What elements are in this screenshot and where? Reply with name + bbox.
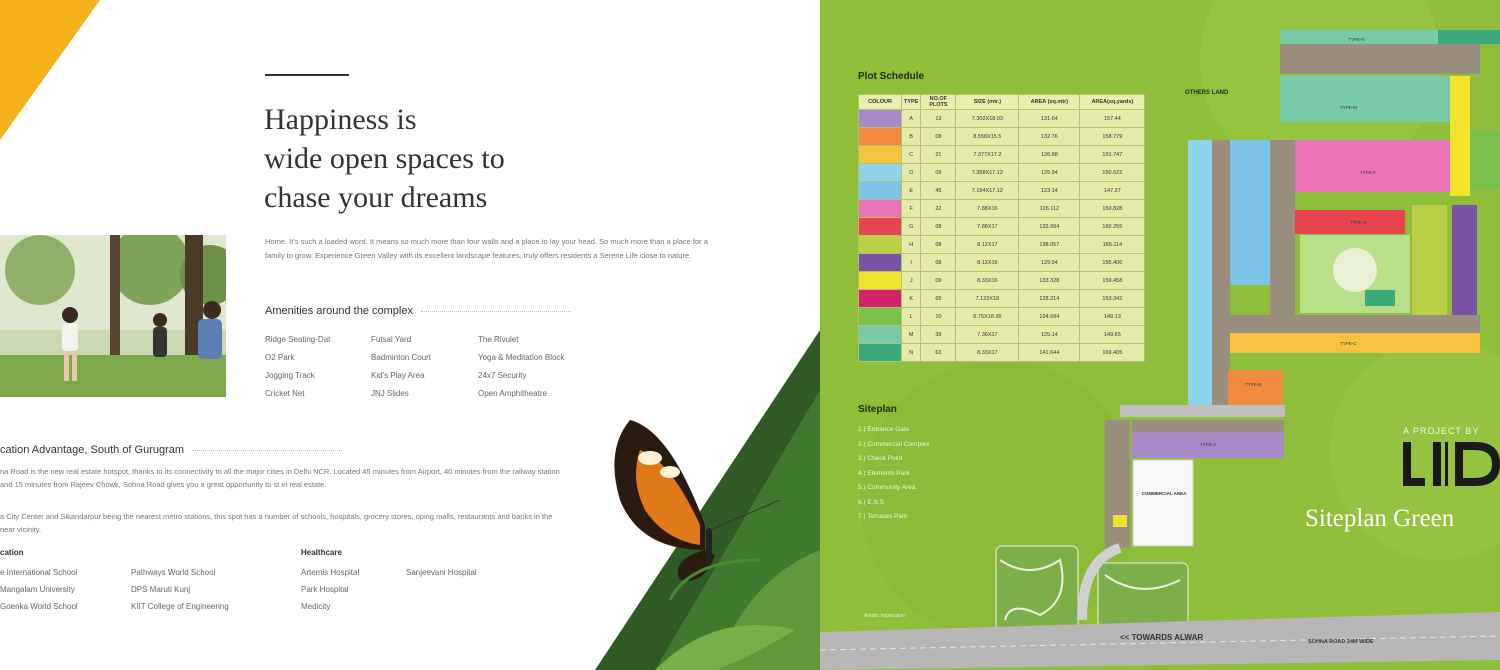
colour-swatch xyxy=(859,272,902,290)
legend-item: 3.) Check Point xyxy=(858,455,903,462)
colour-swatch xyxy=(859,110,902,128)
sohna-road-label: SOHNA ROAD 24M WIDE xyxy=(1308,639,1374,645)
type-cell: J xyxy=(902,272,921,290)
amenities-title: Amenities around the complex xyxy=(265,305,413,317)
area-sqyd-cell: 153.342 xyxy=(1080,290,1145,308)
colour-swatch xyxy=(859,200,902,218)
area-sqyd-cell: 155.406 xyxy=(1080,254,1145,272)
type-cell: F xyxy=(902,200,921,218)
plot-row xyxy=(859,344,1145,362)
type-cell: H xyxy=(902,236,921,254)
size-cell: 8.12X16 xyxy=(956,254,1019,272)
area-sqmtr-cell: 126.88 xyxy=(1019,146,1080,164)
plot-row xyxy=(859,254,1145,272)
area-sqmtr-cell: 141.644 xyxy=(1019,344,1080,362)
header-area-sqmtr: AREA (sq.mtr) xyxy=(1019,95,1080,110)
type-f-label: TYPE-F xyxy=(1360,170,1377,175)
artistic-impression-note: Artistic Impression xyxy=(864,613,905,619)
area-sqyd-cell: 169.405 xyxy=(1080,344,1145,362)
plot-row xyxy=(859,272,1145,290)
amenity-item: Kid's Play Area xyxy=(371,371,425,380)
colour-swatch xyxy=(859,308,902,326)
school-item: Mangalam University xyxy=(0,585,75,594)
type-cell: I xyxy=(902,254,921,272)
dotted-leader xyxy=(421,310,571,312)
plots-cell: 10 xyxy=(921,308,956,326)
amenity-item: Open Amphitheatre xyxy=(478,389,547,398)
area-sqyd-cell: 150.828 xyxy=(1080,200,1145,218)
commercial-area-label: COMMERCIAL AREA xyxy=(1141,491,1187,496)
plots-cell: 08 xyxy=(921,218,956,236)
hospital-item: Park Hospital xyxy=(301,585,349,594)
headline xyxy=(264,100,505,217)
amenities-heading xyxy=(265,305,571,317)
education-column-1 xyxy=(0,568,78,619)
plot-row xyxy=(859,110,1145,128)
headline-line-3: chase your dreams xyxy=(264,181,488,214)
healthcare-column-1 xyxy=(301,568,359,619)
area-sqmtr-cell: 124.694 xyxy=(1019,308,1080,326)
plot-row xyxy=(859,308,1145,326)
school-item: e International School xyxy=(0,568,78,577)
location-heading xyxy=(0,444,342,456)
colour-swatch xyxy=(859,128,902,146)
amenity-item: Cricket Net xyxy=(265,389,305,398)
header-area-sqyd: AREA(sq.yards) xyxy=(1080,95,1145,110)
amenity-item: The Rivulet xyxy=(478,335,519,344)
location-paragraph-1: na Road is the new real estate hotspot, thanks to its connectivity to all the major cities in Delhi NCR. Located 45 minutes from Airport, 40 minutes from the railway station and 15 minutes from Rajeev Chowk, Sohna Road gives you a great opportunity to st in real estate. xyxy=(0,467,560,489)
headline-line-2: wide open spaces to xyxy=(264,142,505,175)
type-cell: C xyxy=(902,146,921,164)
plots-cell: 08 xyxy=(921,236,956,254)
area-sqyd-cell: 147.27 xyxy=(1080,182,1145,200)
area-sqmtr-cell: 126.112 xyxy=(1019,200,1080,218)
type-m-label: TYPE-M xyxy=(1340,105,1358,110)
type-cell: D xyxy=(902,164,921,182)
size-cell: 8.558X15.5 xyxy=(956,128,1019,146)
colour-swatch xyxy=(859,218,902,236)
type-cell: G xyxy=(902,218,921,236)
amenity-item: Badminton Court xyxy=(371,353,432,362)
plots-cell: 22 xyxy=(921,200,956,218)
plots-cell: 21 xyxy=(921,146,956,164)
plots-cell: 08 xyxy=(921,128,956,146)
plots-cell: 09 xyxy=(921,272,956,290)
area-sqmtr-cell: 123.14 xyxy=(1019,182,1080,200)
legend-item: 6.) E.S.S xyxy=(858,498,885,506)
yellow-corner-decoration xyxy=(0,0,100,140)
header-size: SIZE (mtr.) xyxy=(956,95,1019,110)
type-cell: N xyxy=(902,344,921,362)
size-cell: 8.33X17 xyxy=(956,344,1019,362)
developer-logo xyxy=(1403,440,1500,490)
type-cell: M xyxy=(902,326,921,344)
siteplan-legend xyxy=(858,426,930,528)
plots-cell: 08 xyxy=(921,254,956,272)
size-cell: 7.36X17 xyxy=(956,326,1019,344)
butterfly-photo xyxy=(610,410,790,600)
headline-rule xyxy=(265,74,349,76)
type-cell: L xyxy=(902,308,921,326)
hospital-item: Artemis Hospital xyxy=(301,568,360,577)
towards-alwar-label: << TOWARDS ALWAR xyxy=(1120,633,1204,642)
headline-line-1: Happiness is xyxy=(264,103,417,136)
school-item: Goenka World School xyxy=(0,602,78,611)
size-cell: 6.75X18.36 xyxy=(956,308,1019,326)
size-cell: 7.88X17 xyxy=(956,218,1019,236)
plot-row xyxy=(859,182,1145,200)
header-plots: NO.OF PLOTS xyxy=(921,95,956,110)
dotted-leader xyxy=(192,449,342,451)
school-item: KIIT College of Engineering xyxy=(131,602,229,611)
siteplan-project-name: Siteplan Green xyxy=(1305,505,1455,532)
amenity-item: Jogging Track xyxy=(265,371,315,380)
hospital-item: Medicity xyxy=(301,602,331,611)
area-sqyd-cell: 151.747 xyxy=(1080,146,1145,164)
plot-row xyxy=(859,218,1145,236)
area-sqmtr-cell: 129.94 xyxy=(1019,254,1080,272)
size-cell: 8.33X16 xyxy=(956,272,1019,290)
colour-swatch xyxy=(859,236,902,254)
type-n-label: TYPE-N xyxy=(1348,37,1365,42)
healthcare-heading: Healthcare xyxy=(301,548,342,557)
type-a-label: TYPE-A xyxy=(1200,442,1217,447)
area-sqmtr-cell: 133.328 xyxy=(1019,272,1080,290)
area-sqmtr-cell: 125.14 xyxy=(1019,326,1080,344)
area-sqmtr-cell: 133.994 xyxy=(1019,218,1080,236)
school-item: Pathways World School xyxy=(131,568,216,577)
type-cell: B xyxy=(902,128,921,146)
size-cell: 7.377X17.2 xyxy=(956,146,1019,164)
project-by-label: A PROJECT BY xyxy=(1403,426,1480,436)
amenities-column-2 xyxy=(371,335,431,407)
plots-cell: 39 xyxy=(921,326,956,344)
kids-playing-photo xyxy=(0,235,226,397)
plot-row xyxy=(859,164,1145,182)
area-sqmtr-cell: 132.76 xyxy=(1019,128,1080,146)
type-b-label: TYPE-B xyxy=(1245,382,1262,387)
plot-row xyxy=(859,236,1145,254)
colour-swatch xyxy=(859,164,902,182)
legend-item: 4.) Elements Park xyxy=(858,469,910,477)
area-sqmtr-cell: 128.214 xyxy=(1019,290,1080,308)
size-cell: 7.358X17.12 xyxy=(956,164,1019,182)
amenity-item: 24x7 Security xyxy=(478,371,527,380)
area-sqyd-cell: 158.779 xyxy=(1080,128,1145,146)
education-column-2 xyxy=(131,568,229,619)
amenity-item: Yoga & Meditation Block xyxy=(478,353,565,362)
plot-row xyxy=(859,128,1145,146)
plot-row xyxy=(859,200,1145,218)
area-sqyd-cell: 149.65 xyxy=(1080,326,1145,344)
plots-cell: 09 xyxy=(921,164,956,182)
colour-swatch xyxy=(859,254,902,272)
amenity-item: Futsal Yard xyxy=(371,335,412,344)
education-heading: cation xyxy=(0,548,24,557)
legend-item: 7.) Terraces Park xyxy=(858,513,908,520)
area-sqyd-cell: 149.13 xyxy=(1080,308,1145,326)
header-type: TYPE xyxy=(902,95,921,110)
plot-row xyxy=(859,326,1145,344)
area-sqyd-cell: 159.458 xyxy=(1080,272,1145,290)
type-cell: K xyxy=(902,290,921,308)
siteplan-right-page xyxy=(820,0,1500,670)
size-cell: 7.302X18.03 xyxy=(956,110,1019,128)
legend-item: 5.) Community Area xyxy=(858,484,916,491)
plots-cell: 45 xyxy=(921,182,956,200)
size-cell: 7.123X18 xyxy=(956,290,1019,308)
plots-cell: 63 xyxy=(921,344,956,362)
healthcare-column-2 xyxy=(406,568,477,585)
location-paragraph-2: a City Center and Sikandarpur being the nearest metro stations, this spot has a number of schools, hospitals, grocery stores, oping malls, restaurants and banks in the near vicinity. xyxy=(0,512,553,534)
legend-item: 1.) Entrance Gate xyxy=(858,426,910,433)
amenity-item: JNJ Slides xyxy=(371,389,409,398)
area-sqyd-cell: 165.114 xyxy=(1080,236,1145,254)
type-cell: E xyxy=(902,182,921,200)
plots-cell: 65 xyxy=(921,290,956,308)
school-item: DPS Maruti Kunj xyxy=(131,585,191,594)
others-land-label: OTHERS LAND xyxy=(1185,90,1229,96)
table-header-row xyxy=(859,95,1145,110)
amenities-column-1 xyxy=(265,335,330,407)
plot-schedule-title: Plot Schedule xyxy=(858,71,925,82)
type-c-label: TYPE-C xyxy=(1340,341,1357,346)
header-colour: COLOUR xyxy=(859,95,902,110)
location-title: cation Advantage, South of Gurugram xyxy=(0,444,185,456)
colour-swatch xyxy=(859,182,902,200)
colour-swatch xyxy=(859,290,902,308)
plots-cell: 13 xyxy=(921,110,956,128)
plot-schedule-table xyxy=(858,94,1145,362)
area-sqmtr-cell: 125.94 xyxy=(1019,164,1080,182)
size-cell: 7.194X17.12 xyxy=(956,182,1019,200)
siteplan-title: Siteplan xyxy=(858,404,897,415)
area-sqyd-cell: 157.44 xyxy=(1080,110,1145,128)
intro-paragraph: Home. It's such a loaded word. It means so much more than four walls and a place to lay your head. So much more than a place for a family to grow. Experience Green Valley with its excellent landscape features, truly offers residents a Serene Life close to nature. xyxy=(265,237,708,260)
colour-swatch xyxy=(859,326,902,344)
amenity-item: Ridge Seating-Dat xyxy=(265,335,331,344)
area-sqmtr-cell: 138.057 xyxy=(1019,236,1080,254)
plot-schedule-body xyxy=(859,110,1145,362)
size-cell: 8.12X17 xyxy=(956,236,1019,254)
colour-swatch xyxy=(859,344,902,362)
amenity-item: O2 Park xyxy=(265,353,295,362)
amenities-column-3 xyxy=(478,335,564,407)
area-sqmtr-cell: 131.64 xyxy=(1019,110,1080,128)
type-g-label: TYPE-G xyxy=(1350,220,1367,225)
size-cell: 7.88X16 xyxy=(956,200,1019,218)
area-sqyd-cell: 150.622 xyxy=(1080,164,1145,182)
hospital-item: Sanjeevani Hospital xyxy=(406,568,477,577)
type-cell: A xyxy=(902,110,921,128)
colour-swatch xyxy=(859,146,902,164)
legend-item: 2.) Commercial Complex xyxy=(858,440,930,448)
plot-row xyxy=(859,146,1145,164)
area-sqyd-cell: 160.255 xyxy=(1080,218,1145,236)
plot-row xyxy=(859,290,1145,308)
